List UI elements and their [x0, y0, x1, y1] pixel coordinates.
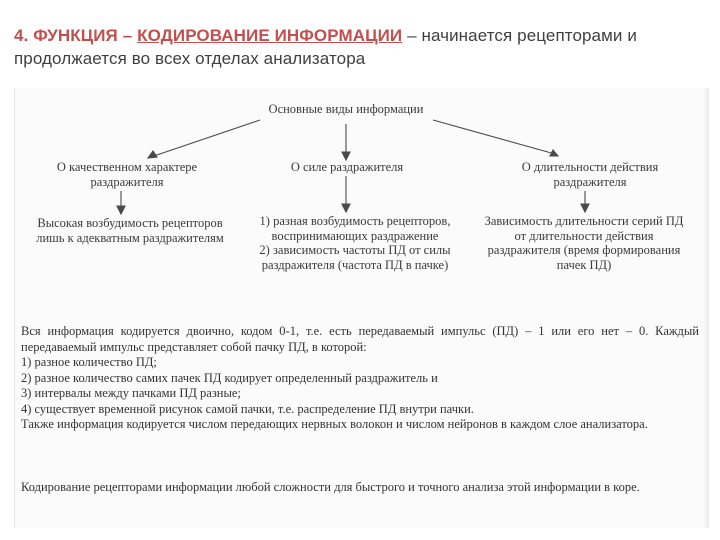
arrowhead-left [148, 151, 157, 158]
body-final: Кодирование рецепторами информации любой сложности для быстрого и точного анализа этой информации в коре. [21, 480, 640, 494]
body-intro: Вся информация кодируется двоично, кодом 0-1, т.е. есть передаваемый импульс (ПД) – 1 или его нет – 0. Каждый передаваемый импульс представляет собой пачку ПД, в которой: [21, 324, 699, 354]
arrowhead-right-down [581, 204, 589, 212]
final-text [21, 480, 699, 496]
title-function-word: ФУНКЦИЯ [33, 26, 118, 45]
arrowhead-center [342, 152, 350, 160]
branch-quality-heading: О качественном характере раздражителя [56, 160, 198, 189]
scanned-figure [14, 88, 709, 528]
body-item-4: 4) существует временной рисунок самой пачки, т.е. распределение ПД внутри пачки. [21, 401, 474, 416]
body-item-3: 3) интервалы между пачками ПД разные; [21, 386, 241, 400]
diagram [15, 88, 709, 298]
slide-title [14, 24, 704, 70]
connector-left [148, 120, 260, 158]
title-rest: – начинается рецепторами и продолжается во всех отделах анализатора [14, 26, 637, 68]
arrowhead-center-down [342, 204, 350, 212]
arrowhead-right [550, 150, 558, 156]
title-dash: – [122, 26, 133, 45]
branch-quality-detail: Высокая возбудимость рецепторов лишь к адекватным раздражителям [36, 216, 224, 245]
arrowhead-left-down [117, 206, 125, 214]
branch-strength-heading: О силе раздражителя [290, 160, 404, 174]
connector-right [433, 120, 555, 154]
scan-edge-shade [703, 88, 709, 528]
body-item-2: 2) разное количество самих пачек ПД кодирует определенный раздражитель и [21, 370, 438, 385]
body-text [21, 324, 699, 433]
body-item-1: 1) разное количество ПД; [21, 355, 157, 369]
title-underlined: КОДИРОВАНИЕ ИНФОРМАЦИИ [137, 26, 403, 45]
branch-strength-detail: 1) разная возбудимость рецепторов, воспринимающих раздражение 2) зависимость частоты ПД от силы раздражителя (частота ПД в пачке) [259, 214, 451, 272]
title-number: 4. [14, 26, 29, 45]
diagram-root: Основные виды информации [268, 102, 424, 116]
body-also: Также информация кодируется числом передающих нервных волокон и числом нейронов в каждом слое анализатора. [21, 417, 648, 431]
branch-duration-detail: Зависимость длительности серий ПД от длительности действия раздражителя (время формирования пачек ПД) [484, 214, 684, 272]
branch-duration-heading: О длительности действия раздражителя [521, 160, 659, 189]
